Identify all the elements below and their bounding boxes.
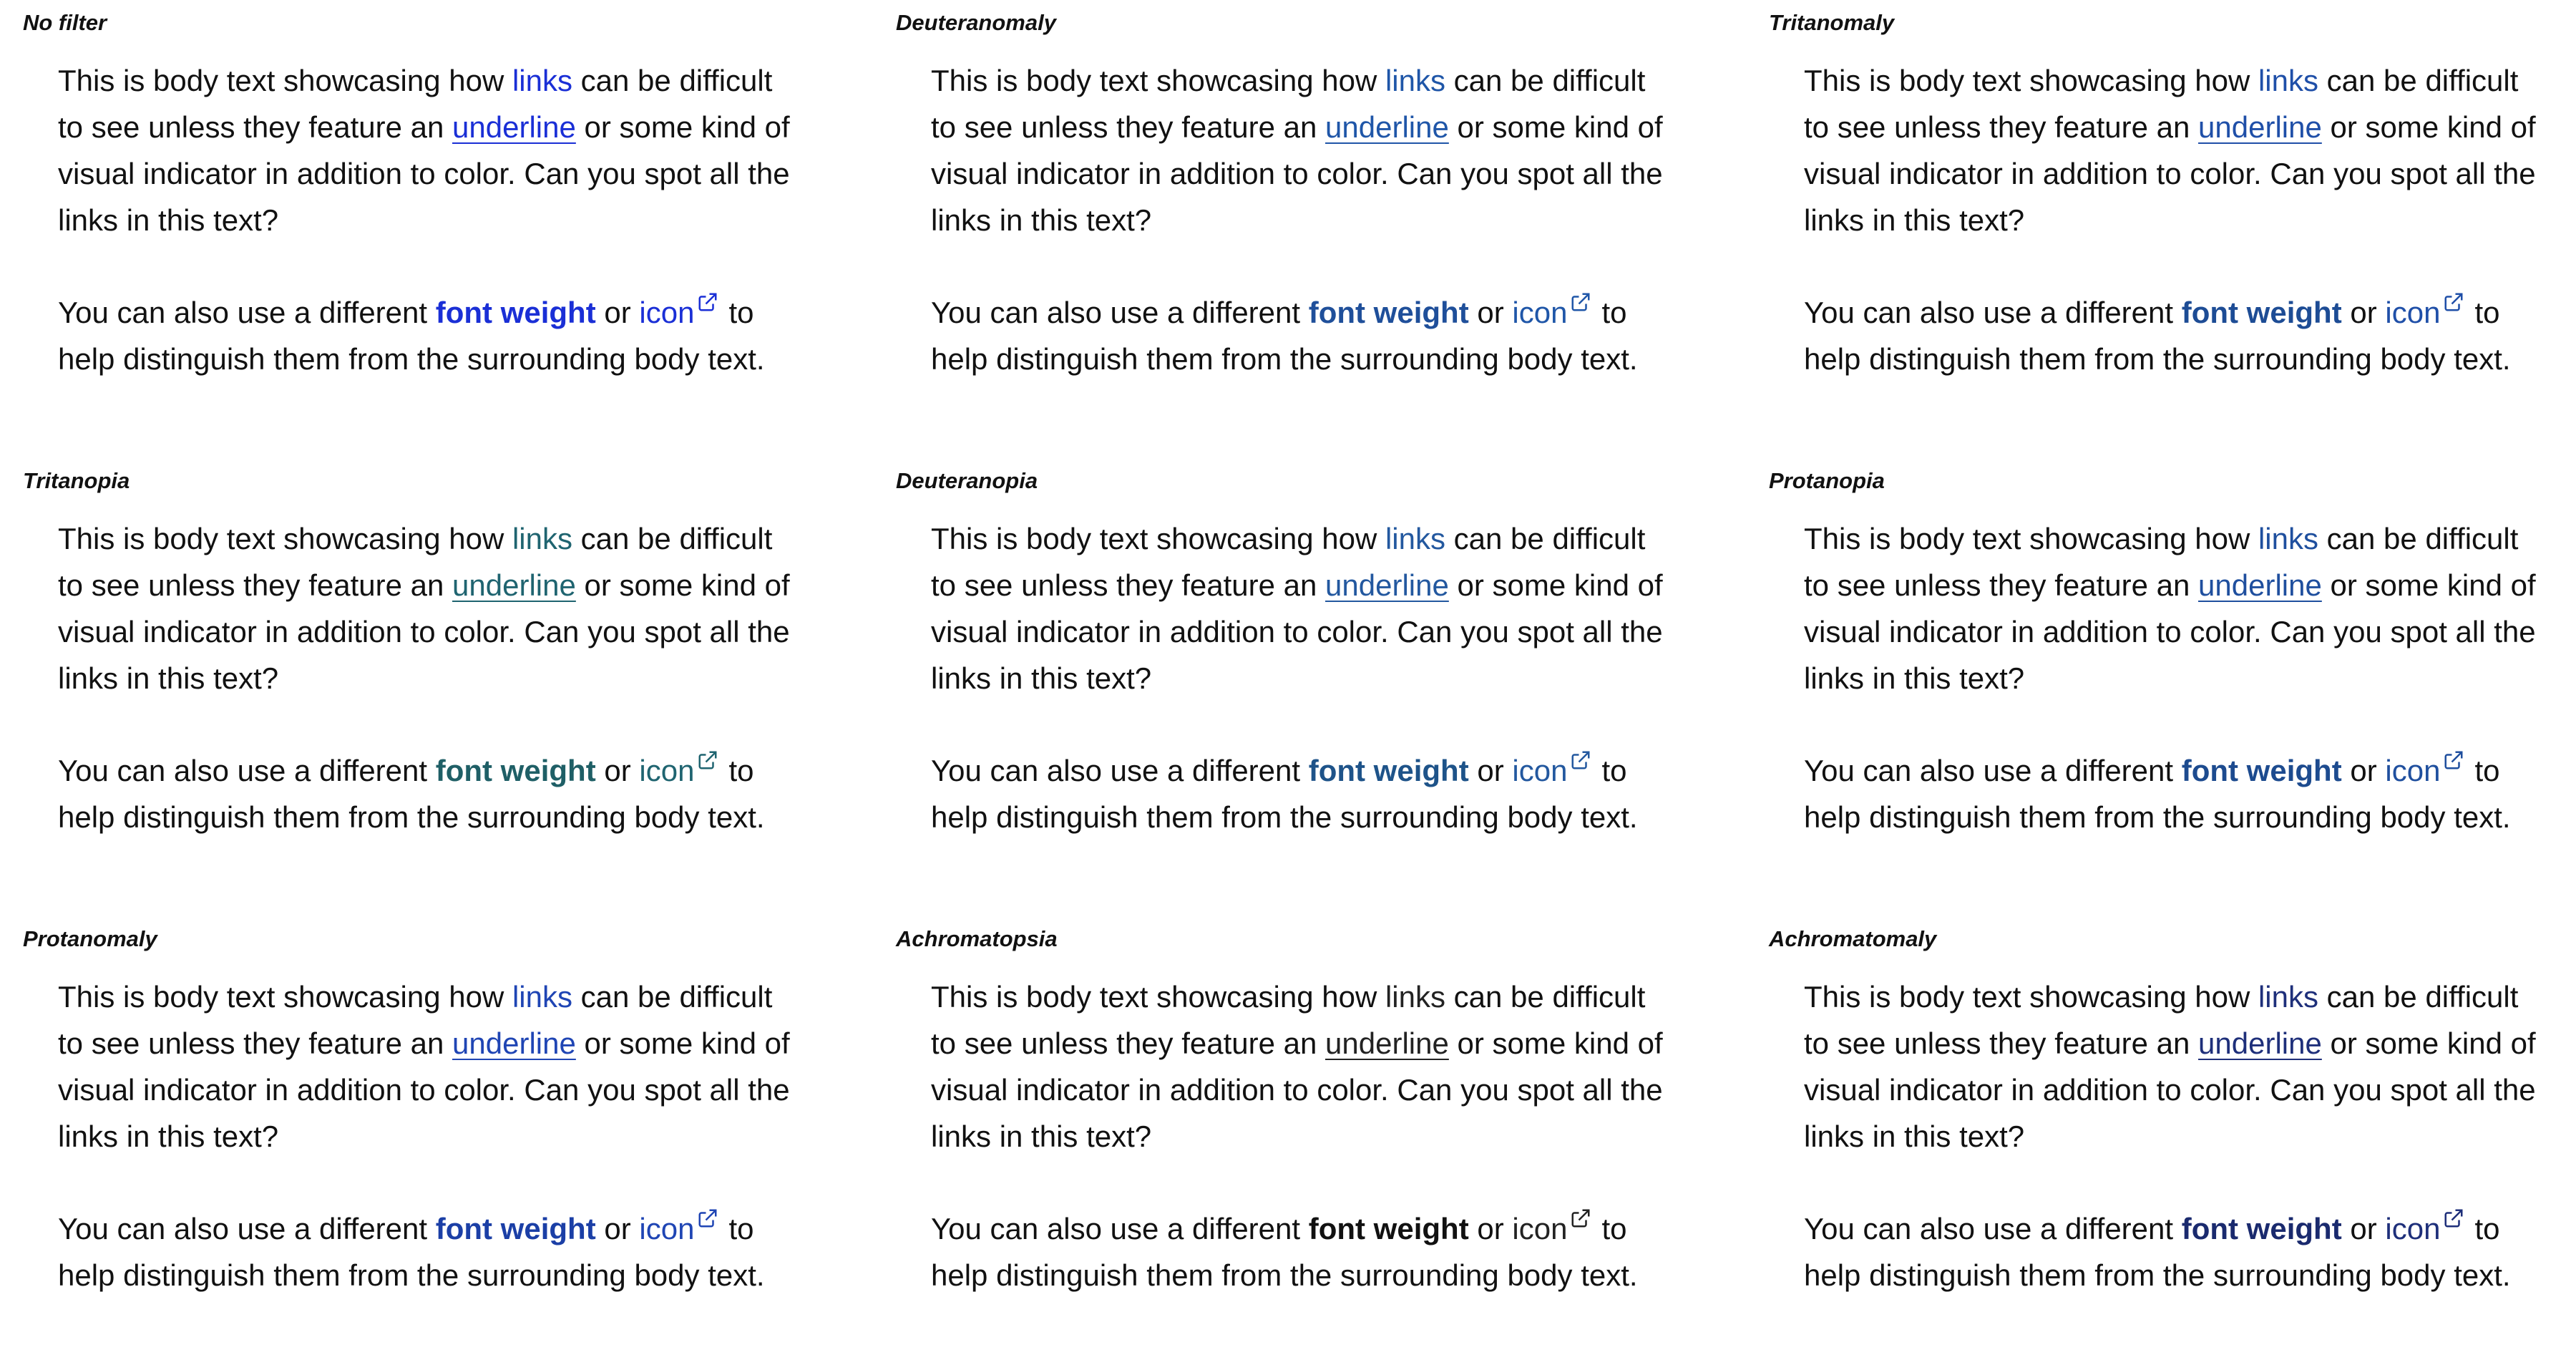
text-line: visual indicator in addition to color. Can you spot all the	[1804, 157, 2536, 190]
links-link[interactable]: links	[1385, 522, 1445, 555]
body-text: You can also use a different	[931, 296, 1309, 329]
links-link[interactable]: links	[1385, 64, 1445, 97]
text-line	[931, 747, 1747, 794]
body-paragraph	[1804, 747, 2576, 840]
font-weight-link[interactable]: font weight	[1308, 754, 1469, 787]
panel-title: Deuteranopia	[896, 468, 1038, 493]
text-line: help distinguish them from the surrounding body text.	[58, 342, 765, 376]
links-link[interactable]: links	[2258, 522, 2318, 555]
text-line	[931, 1205, 1747, 1252]
text-line: visual indicator in addition to color. Can you spot all the	[1804, 1073, 2536, 1107]
body-text: can be difficult	[572, 980, 773, 1014]
body-text: to	[2474, 1212, 2500, 1245]
body-text: can be difficult	[2318, 64, 2519, 97]
text-line	[931, 104, 1747, 150]
text-line: links in this text?	[931, 203, 1152, 237]
font-weight-link[interactable]: font weight	[1308, 1212, 1469, 1245]
text-line: help distinguish them from the surrounding body text.	[1804, 342, 2511, 376]
body-text: or	[595, 754, 640, 787]
filter-panel	[896, 916, 1740, 1360]
body-paragraph	[1804, 1205, 2576, 1298]
links-link[interactable]: links	[512, 980, 572, 1014]
text-line	[1804, 104, 2576, 150]
body-text: to see unless they feature an	[1804, 1026, 2199, 1060]
body-text: or	[1468, 296, 1513, 329]
body-text: You can also use a different	[931, 1212, 1309, 1245]
links-link[interactable]: links	[2258, 64, 2318, 97]
body-paragraph	[1804, 289, 2576, 382]
body-text: or	[1468, 1212, 1513, 1245]
body-text: to	[1601, 754, 1627, 787]
body-text: or some kind of	[2321, 568, 2536, 602]
filter-panel	[1769, 0, 2576, 444]
panel-title: Achromatopsia	[896, 926, 1058, 951]
icon-link[interactable]	[2385, 754, 2474, 787]
body-text: to see unless they feature an	[931, 1026, 1326, 1060]
body-text: or some kind of	[575, 1026, 790, 1060]
filter-panel	[1769, 916, 2576, 1360]
external-link-icon	[2443, 749, 2464, 771]
text-line: links in this text?	[58, 1119, 279, 1153]
text-line	[931, 562, 1747, 608]
body-text: This is body text showcasing how	[58, 64, 512, 97]
text-line: links in this text?	[1804, 661, 2025, 695]
panel-title: Tritanopia	[23, 468, 130, 493]
text-line: visual indicator in addition to color. Can you spot all the	[58, 615, 790, 649]
external-link-icon	[697, 749, 718, 771]
text-line	[1804, 289, 2576, 336]
body-paragraph	[58, 747, 874, 840]
body-text: This is body text showcasing how	[1804, 64, 2258, 97]
text-line: visual indicator in addition to color. Can you spot all the	[58, 157, 790, 190]
body-paragraph	[58, 1205, 874, 1298]
external-link-icon	[1570, 749, 1591, 771]
icon-link[interactable]	[1512, 296, 1601, 329]
body-text: can be difficult	[572, 522, 773, 555]
body-paragraph	[931, 1205, 1747, 1298]
text-line: visual indicator in addition to color. Can you spot all the	[931, 1073, 1663, 1107]
text-line: help distinguish them from the surrounding body text.	[931, 342, 1638, 376]
underline-link[interactable]: underline	[1325, 568, 1449, 602]
text-line	[931, 289, 1747, 336]
underline-link[interactable]: underline	[2198, 1026, 2322, 1060]
body-text: or some kind of	[2321, 1026, 2536, 1060]
icon-link[interactable]	[2385, 296, 2474, 329]
body-text: or	[2341, 754, 2386, 787]
body-text: to	[2474, 296, 2500, 329]
body-text: or some kind of	[575, 110, 790, 144]
text-line	[58, 973, 874, 1020]
external-link-icon	[697, 291, 718, 313]
icon-link[interactable]	[2385, 1212, 2474, 1245]
body-text: or	[2341, 1212, 2386, 1245]
body-text: to	[1601, 1212, 1627, 1245]
filter-panel	[23, 458, 867, 902]
icon-link-label: icon	[639, 1212, 695, 1245]
text-line	[58, 515, 874, 562]
body-text: can be difficult	[1445, 64, 1646, 97]
body-text: This is body text showcasing how	[58, 980, 512, 1014]
body-text: or	[595, 296, 640, 329]
body-paragraph	[931, 747, 1747, 840]
font-weight-link[interactable]: font weight	[2181, 296, 2342, 329]
text-line: help distinguish them from the surrounding body text.	[1804, 1258, 2511, 1292]
external-link-icon	[1570, 1208, 1591, 1229]
body-text: to see unless they feature an	[58, 568, 453, 602]
body-paragraph	[931, 515, 1747, 701]
external-link-icon	[2443, 1208, 2464, 1229]
body-paragraph	[58, 973, 874, 1160]
panel-title: Tritanomaly	[1769, 10, 1895, 35]
text-line	[1804, 562, 2576, 608]
panel-title: No filter	[23, 10, 107, 35]
text-line: links in this text?	[58, 203, 279, 237]
font-weight-link[interactable]: font weight	[435, 1212, 596, 1245]
external-link-icon	[2443, 291, 2464, 313]
body-text: or some kind of	[575, 568, 790, 602]
body-text: to see unless they feature an	[931, 568, 1326, 602]
body-text: or some kind of	[1448, 110, 1663, 144]
body-text: You can also use a different	[58, 754, 436, 787]
body-paragraph	[931, 289, 1747, 382]
text-line	[931, 57, 1747, 104]
body-text: to see unless they feature an	[58, 1026, 453, 1060]
icon-link-label: icon	[1512, 296, 1568, 329]
font-weight-link[interactable]: font weight	[435, 754, 596, 787]
body-text: can be difficult	[2318, 980, 2519, 1014]
icon-link[interactable]	[639, 754, 728, 787]
text-line: visual indicator in addition to color. Can you spot all the	[931, 615, 1663, 649]
text-line	[58, 289, 874, 336]
filter-panel	[23, 916, 867, 1360]
font-weight-link[interactable]: font weight	[2181, 754, 2342, 787]
body-text: to	[728, 1212, 754, 1245]
body-text: to see unless they feature an	[58, 110, 453, 144]
filter-panel	[896, 458, 1740, 902]
body-text: or some kind of	[1448, 568, 1663, 602]
panel-title: Protanomaly	[23, 926, 157, 951]
text-line: links in this text?	[931, 661, 1152, 695]
text-line	[931, 1020, 1747, 1067]
body-paragraph	[1804, 515, 2576, 701]
text-line	[931, 515, 1747, 562]
body-text: You can also use a different	[58, 1212, 436, 1245]
body-paragraph	[1804, 57, 2576, 243]
body-paragraph	[58, 289, 874, 382]
body-text: to see unless they feature an	[1804, 110, 2199, 144]
icon-link-label: icon	[1512, 754, 1568, 787]
body-paragraph	[931, 57, 1747, 243]
body-text: This is body text showcasing how	[1804, 522, 2258, 555]
text-line: help distinguish them from the surrounding body text.	[58, 800, 765, 834]
links-link[interactable]: links	[512, 522, 572, 555]
text-line: visual indicator in addition to color. Can you spot all the	[1804, 615, 2536, 649]
underline-link[interactable]: underline	[2198, 568, 2322, 602]
underline-link[interactable]: underline	[452, 110, 576, 144]
filter-panel	[896, 0, 1740, 444]
icon-link[interactable]	[1512, 754, 1601, 787]
text-line	[58, 562, 874, 608]
text-line	[58, 57, 874, 104]
body-text: to	[728, 754, 754, 787]
font-weight-link[interactable]: font weight	[2181, 1212, 2342, 1245]
body-paragraph	[58, 57, 874, 243]
body-text: This is body text showcasing how	[1804, 980, 2258, 1014]
body-text: This is body text showcasing how	[58, 522, 512, 555]
icon-link-label: icon	[2385, 754, 2441, 787]
text-line	[1804, 57, 2576, 104]
text-line	[58, 747, 874, 794]
links-link[interactable]: links	[512, 64, 572, 97]
text-line	[58, 1020, 874, 1067]
underline-link[interactable]: underline	[452, 568, 576, 602]
text-line	[1804, 747, 2576, 794]
body-text: to	[1601, 296, 1627, 329]
text-line: visual indicator in addition to color. Can you spot all the	[931, 157, 1663, 190]
text-line: links in this text?	[931, 1119, 1152, 1153]
body-text: can be difficult	[1445, 980, 1646, 1014]
icon-link[interactable]	[639, 296, 728, 329]
icon-link[interactable]	[1512, 1212, 1601, 1245]
body-paragraph	[931, 973, 1747, 1160]
body-text: or	[2341, 296, 2386, 329]
font-weight-link[interactable]: font weight	[435, 296, 596, 329]
text-line	[1804, 1205, 2576, 1252]
icon-link-label: icon	[639, 754, 695, 787]
icon-link[interactable]	[639, 1212, 728, 1245]
text-line	[931, 973, 1747, 1020]
body-text: You can also use a different	[1804, 296, 2182, 329]
body-text: can be difficult	[1445, 522, 1646, 555]
body-text: This is body text showcasing how	[931, 522, 1385, 555]
icon-link-label: icon	[639, 296, 695, 329]
text-line	[58, 104, 874, 150]
body-text: or	[1468, 754, 1513, 787]
text-line	[1804, 973, 2576, 1020]
text-line: visual indicator in addition to color. Can you spot all the	[58, 1073, 790, 1107]
icon-link-label: icon	[2385, 1212, 2441, 1245]
body-text: or some kind of	[1448, 1026, 1663, 1060]
filter-panel	[1769, 458, 2576, 902]
body-text: can be difficult	[2318, 522, 2519, 555]
body-text: to see unless they feature an	[1804, 568, 2199, 602]
text-line	[1804, 1020, 2576, 1067]
body-text: You can also use a different	[1804, 754, 2182, 787]
body-text: This is body text showcasing how	[931, 64, 1385, 97]
underline-link[interactable]: underline	[1325, 110, 1449, 144]
text-line: links in this text?	[1804, 1119, 2025, 1153]
underline-link[interactable]: underline	[452, 1026, 576, 1060]
filter-panel	[23, 0, 867, 444]
icon-link-label: icon	[1512, 1212, 1568, 1245]
text-line: help distinguish them from the surrounding body text.	[931, 1258, 1638, 1292]
body-text: to	[728, 296, 754, 329]
panel-title: Protanopia	[1769, 468, 1885, 493]
body-text: can be difficult	[572, 64, 773, 97]
body-paragraph	[58, 515, 874, 701]
text-line: help distinguish them from the surrounding body text.	[1804, 800, 2511, 834]
body-text: or some kind of	[2321, 110, 2536, 144]
text-line: help distinguish them from the surrounding body text.	[931, 800, 1638, 834]
text-line: links in this text?	[58, 661, 279, 695]
external-link-icon	[1570, 291, 1591, 313]
body-text: You can also use a different	[58, 296, 436, 329]
text-line: links in this text?	[1804, 203, 2025, 237]
body-text: This is body text showcasing how	[931, 980, 1385, 1014]
icon-link-label: icon	[2385, 296, 2441, 329]
body-text: You can also use a different	[931, 754, 1309, 787]
body-text: to see unless they feature an	[931, 110, 1326, 144]
body-text: to	[2474, 754, 2500, 787]
text-line	[58, 1205, 874, 1252]
body-paragraph	[1804, 973, 2576, 1160]
panel-title: Achromatomaly	[1769, 926, 1937, 951]
external-link-icon	[697, 1208, 718, 1229]
underline-link[interactable]: underline	[2198, 110, 2322, 144]
panel-title: Deuteranomaly	[896, 10, 1056, 35]
underline-link[interactable]: underline	[1325, 1026, 1449, 1060]
body-text: or	[595, 1212, 640, 1245]
links-link[interactable]: links	[2258, 980, 2318, 1014]
font-weight-link[interactable]: font weight	[1308, 296, 1469, 329]
text-line: help distinguish them from the surrounding body text.	[58, 1258, 765, 1292]
body-text: You can also use a different	[1804, 1212, 2182, 1245]
links-link[interactable]: links	[1385, 980, 1445, 1014]
text-line	[1804, 515, 2576, 562]
